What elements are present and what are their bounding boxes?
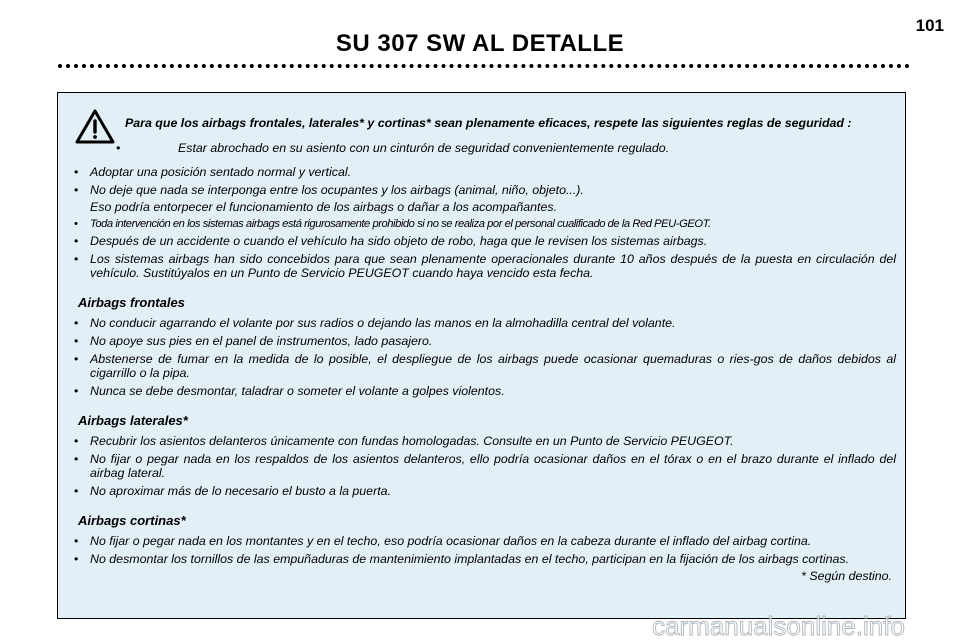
list-item-text: Estar abrochado en su asiento con un cinturón de seguridad convenientemente regulado. (178, 141, 670, 155)
notice-content (68, 117, 896, 583)
list-item: • Toda intervención en los sistemas airbags está rigurosamente prohibido si no se realiza por el personal cualificado de la Red PEU-GEOT. (68, 218, 896, 230)
bullet-icon: • (116, 141, 121, 155)
list-item: • Recubrir los asientos delanteros únicamente con fundas homologadas. Consulte en un Punto de Servicio PEUGEOT. (68, 434, 896, 448)
safety-notice-box (57, 92, 906, 619)
list-item: • Los sistemas airbags han sido concebidos para que sean plenamente operacionales durante 10 años después de la puesta en circulación del vehículo. Sustitúyalos en un Punto de Servicio PEUGEOT cuando haya vencido esta fecha. (68, 252, 896, 280)
list-item: • No aproximar más de lo necesario el busto a la puerta. (68, 484, 896, 498)
list-item: • Después de un accidente o cuando el vehículo ha sido objeto de robo, haga que le revisen los sistemas airbags. (68, 234, 896, 248)
watermark (652, 608, 952, 642)
list-item: • No fijar o pegar nada en los respaldos de los asientos delanteros, ello podría ocasionar daños en el tórax o en el brazo durante el inflado del airbag lateral. (68, 452, 896, 480)
list-item: • No conducir agarrando el volante por sus radios o dejando las manos en la almohadilla central del volante. (68, 316, 896, 330)
list-item: • No fijar o pegar nada en los montantes y en el techo, eso podría ocasionar daños en la cabeza durante el inflado del airbag cortina. (68, 534, 896, 548)
list-item: • No deje que nada se interponga entre los ocupantes y los airbags (animal, niño, objeto...). (68, 183, 896, 197)
intro-text: Para que los airbags frontales, laterales* y cortinas* sean plenamente eficaces, respete las siguientes reglas de seguridad : (125, 116, 852, 130)
list-item: • No apoye sus pies en el panel de instrumentos, lado pasajero. (68, 334, 896, 348)
list-item: • Nunca se debe desmontar, taladrar o someter el volante a golpes violentos. (68, 384, 896, 398)
section-title-laterales: Airbags laterales* (78, 413, 188, 428)
list-item-continuation: Eso podría entorpecer el funcionamiento de los airbags o dañar a los acompañantes. (90, 200, 558, 214)
dotted-divider (58, 64, 910, 68)
footnote: * Según destino. (801, 569, 892, 583)
list-item: • No desmontar los tornillos de las empuñaduras de mantenimiento implantadas en el techo, participan en la fijación de los airbags cortinas. (68, 552, 896, 566)
page-number: 101 (915, 16, 944, 35)
page-title: SU 307 SW AL DETALLE (335, 30, 625, 57)
section-title-cortinas: Airbags cortinas* (78, 513, 186, 528)
list-item: • Abstenerse de fumar en la medida de lo posible, el despliegue de los airbags puede ocasionar quemaduras o ries-gos de daños debidos al cigarrillo o la pipa. (68, 352, 896, 380)
section-title-frontales: Airbags frontales (78, 295, 185, 310)
watermark-text: carmanualsonline.info (652, 611, 905, 641)
list-item: • Adoptar una posición sentado normal y vertical. (68, 165, 896, 179)
list-item (116, 141, 896, 155)
